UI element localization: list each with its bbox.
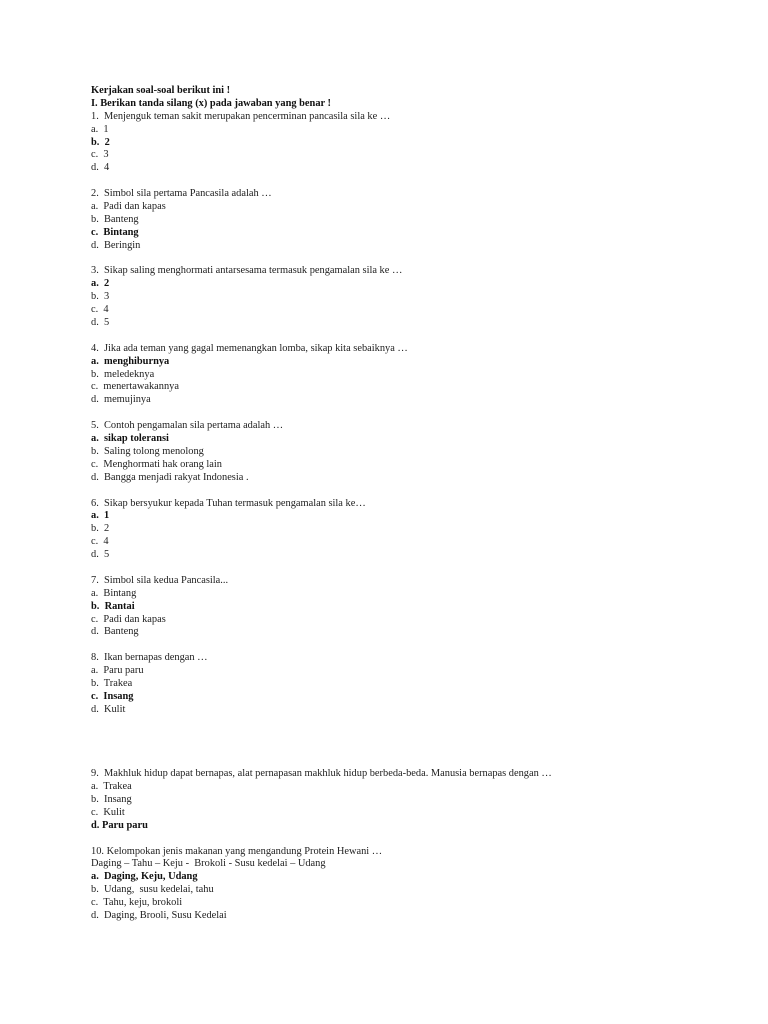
answer-option-correct: b. 2 (91, 136, 110, 148)
answer-option: a. Padi dan kapas (91, 201, 166, 213)
question-text: 10. Kelompokan jenis makanan yang mengandung Protein Hewani … (91, 845, 383, 857)
answer-option: d. Banteng (91, 626, 139, 638)
section-heading: I. Berikan tanda silang (x) pada jawaban yang benar ! (91, 97, 331, 109)
answer-option: b. meledeknya (91, 368, 155, 380)
answer-option: d. Beringin (91, 239, 141, 251)
question-block (91, 575, 691, 639)
question-spacer (91, 562, 691, 575)
answer-option: a. Bintang (91, 587, 137, 599)
answer-option: c. 3 (91, 149, 109, 161)
question-block (91, 768, 691, 832)
answer-option-correct: a. menghiburnya (91, 355, 170, 367)
answer-option: a. 1 (91, 123, 109, 135)
question-block (91, 265, 691, 329)
answer-option: b. Insang (91, 794, 132, 806)
answer-option: d. Kulit (91, 703, 126, 715)
question-text: 9. Makhluk hidup dapat bernapas, alat pernapasan makhluk hidup berbeda-beda. Manusia bernapas dengan … (91, 768, 552, 780)
question-text: 7. Simbol sila kedua Pancasila... (91, 574, 229, 586)
answer-option: b. Trakea (91, 677, 133, 689)
answer-option: a. Trakea (91, 781, 132, 793)
answer-option: b. 2 (91, 523, 110, 535)
question-text: 4. Jika ada teman yang gagal memenangkan lomba, sikap kita sebaiknya … (91, 342, 408, 354)
question-spacer (91, 485, 691, 498)
answer-option-correct: a. 2 (91, 278, 110, 290)
answer-option-correct: b. Rantai (91, 600, 135, 612)
answer-option: b. Saling tolong menolong (91, 445, 204, 457)
answer-option: d. Daging, Brooli, Susu Kedelai (91, 910, 227, 922)
answer-option: c. Menghormati hak orang lain (91, 458, 222, 470)
answer-option: b. 3 (91, 291, 110, 303)
answer-option-correct: a. Daging, Keju, Udang (91, 871, 198, 883)
answer-option: c. Tahu, keju, brokoli (91, 897, 183, 909)
question-spacer (91, 639, 691, 652)
question-text: 1. Menjenguk teman sakit merupakan pencerminan pancasila sila ke … (91, 110, 391, 122)
question-block (91, 111, 691, 175)
answer-option: c. menertawakannya (91, 381, 179, 393)
answer-option: c. Kulit (91, 806, 125, 818)
answer-option: b. Banteng (91, 213, 139, 225)
question-spacer (91, 330, 691, 343)
question-block (91, 343, 691, 407)
question-block (91, 498, 691, 562)
question-spacer (91, 833, 691, 846)
answer-option: b. Udang, susu kedelai, tahu (91, 884, 214, 896)
answer-option: c. 4 (91, 304, 109, 316)
answer-option-correct: a. 1 (91, 510, 110, 522)
answer-option: c. 4 (91, 536, 109, 548)
question-text: 3. Sikap saling menghormati antarsesama termasuk pengamalan sila ke … (91, 265, 403, 277)
question-text: 5. Contoh pengamalan sila pertama adalah … (91, 420, 284, 432)
question-text: 2. Simbol sila pertama Pancasila adalah … (91, 188, 272, 200)
question-subtext: Daging – Tahu – Keju - Brokoli - Susu kedelai – Udang (91, 858, 326, 870)
question-block (91, 420, 691, 484)
question-spacer (91, 175, 691, 188)
answer-option: d. memujinya (91, 394, 151, 406)
answer-option: d. Bangga menjadi rakyat Indonesia . (91, 471, 249, 483)
question-list (91, 111, 691, 923)
question-text: 8. Ikan bernapas dengan … (91, 652, 208, 664)
answer-option-correct: d. Paru paru (91, 819, 148, 831)
answer-option-correct: c. Bintang (91, 226, 139, 238)
answer-option: a. Paru paru (91, 665, 144, 677)
answer-option-correct: a. sikap toleransi (91, 433, 169, 445)
worksheet-instruction: Kerjakan soal-soal berikut ini ! (91, 85, 231, 96)
question-text: 6. Sikap bersyukur kepada Tuhan termasuk pengamalan sila ke… (91, 497, 366, 509)
answer-option: d. 4 (91, 162, 110, 174)
question-block (91, 188, 691, 252)
question-block (91, 652, 691, 716)
answer-option: d. 5 (91, 317, 110, 329)
answer-option: d. 5 (91, 549, 110, 561)
question-spacer (91, 717, 691, 769)
answer-option: c. Padi dan kapas (91, 613, 166, 625)
question-spacer (91, 407, 691, 420)
question-block (91, 846, 691, 923)
worksheet-page (91, 85, 691, 923)
answer-option-correct: c. Insang (91, 690, 134, 702)
question-spacer (91, 253, 691, 266)
